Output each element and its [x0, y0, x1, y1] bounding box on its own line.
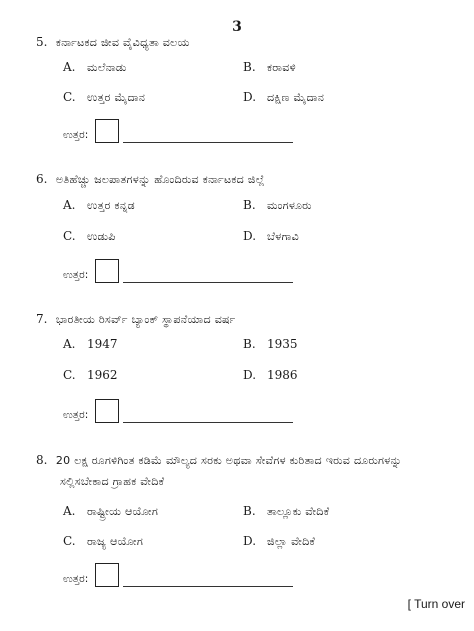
option-text: 1986 [267, 368, 298, 382]
option-letter: D. [243, 368, 257, 382]
option-letter: C. [63, 368, 76, 382]
option-text: ರಾಜ್ಯ ಆಯೋಗ [87, 535, 144, 548]
option-letter: B. [243, 337, 256, 351]
option-text: ಉತ್ತರ ಮೈದಾನ [87, 91, 146, 104]
option-letter: A. [63, 337, 76, 351]
option-text: ಉಡುಪಿ [87, 230, 116, 243]
answer-line[interactable] [123, 142, 293, 143]
option-d[interactable] [243, 228, 299, 245]
question-number: 7. [36, 312, 48, 326]
question-stem [36, 31, 434, 54]
option-text: ರಾಷ್ಟ್ರೀಯ ಆಯೋಗ [87, 505, 159, 518]
option-text: ಉತ್ತರ ಕನ್ನಡ [87, 199, 135, 212]
option-d[interactable] [243, 367, 298, 383]
option-b[interactable] [243, 503, 329, 520]
option-a[interactable] [63, 197, 135, 214]
option-letter: D. [243, 534, 257, 548]
option-b[interactable] [243, 197, 312, 214]
question-stem [36, 168, 434, 191]
option-letter: A. [63, 504, 76, 518]
option-d[interactable] [243, 533, 315, 550]
option-c[interactable] [63, 367, 118, 383]
option-letter: B. [243, 504, 256, 518]
option-text: ದಕ್ಷಿಣ ಮೈದಾನ [267, 91, 325, 104]
option-d[interactable] [243, 89, 324, 106]
answer-label: ಉತ್ತರ: [63, 409, 89, 421]
option-a[interactable] [63, 503, 158, 520]
option-a[interactable] [63, 59, 127, 76]
turn-over-note: [ Turn over [407, 597, 465, 611]
answer-box[interactable] [95, 259, 119, 283]
option-text: 1935 [267, 337, 298, 351]
answer-line[interactable] [123, 282, 293, 283]
question-number: 5. [36, 35, 48, 49]
answer-line[interactable] [123, 422, 293, 423]
option-letter: A. [63, 60, 76, 74]
option-text: ಬೆಳಗಾವಿ [267, 230, 300, 243]
option-letter: C. [63, 534, 76, 548]
option-b[interactable] [243, 59, 296, 76]
answer-label: ಉತ್ತರ: [63, 129, 89, 141]
question-stem [36, 308, 434, 331]
option-text: ಕರಾವಳಿ [267, 61, 296, 74]
question-stem [36, 449, 434, 472]
option-letter: B. [243, 198, 256, 212]
option-letter: A. [63, 198, 76, 212]
option-text: 1962 [87, 368, 118, 382]
option-text: 1947 [87, 337, 118, 351]
answer-box[interactable] [95, 399, 119, 423]
option-text: ಮಲೆನಾಡು [87, 61, 127, 74]
option-text: ತಾಲ್ಲೂಕು ವೇದಿಕೆ [267, 505, 330, 518]
option-text: ಜಿಲ್ಲಾ ವೇದಿಕೆ [267, 535, 316, 548]
answer-box[interactable] [95, 563, 119, 587]
option-letter: C. [63, 229, 76, 243]
option-letter: D. [243, 90, 257, 104]
option-c[interactable] [63, 89, 145, 106]
option-b[interactable] [243, 336, 298, 352]
question-number: 8. [36, 453, 48, 467]
question-text: ಅತಿಹೆಚ್ಚು ಜಲಪಾತಗಳನ್ನು ಹೊಂದಿರುವ ಕರ್ನಾಟಕದ ಜಿಲ್ಲೆ [55, 173, 265, 186]
option-a[interactable] [63, 336, 118, 352]
option-letter: D. [243, 229, 257, 243]
answer-line[interactable] [123, 586, 293, 587]
question-number: 6. [36, 172, 48, 186]
option-c[interactable] [63, 228, 116, 245]
page-number: 3 [232, 19, 242, 35]
question-text: ಕರ್ನಾಟಕದ ಜೀವ ವೈವಿಧ್ಯತಾ ವಲಯ [55, 36, 190, 49]
answer-label: ಉತ್ತರ: [63, 573, 89, 585]
option-letter: B. [243, 60, 256, 74]
option-text: ಮಂಗಳೂರು [267, 199, 312, 212]
question-text-continued: ಸಲ್ಲಿಸಬೇಕಾದ ಗ್ರಾಹಕ ವೇದಿಕೆ [60, 475, 165, 488]
option-c[interactable] [63, 533, 143, 550]
answer-label: ಉತ್ತರ: [63, 269, 89, 281]
question-text: 20 ಲಕ್ಷ ರೂಗಳಿಗಿಂತ ಕಡಿಮೆ ಮೌಲ್ಯದ ಸರಕು ಅಥವಾ ಸೇವೆಗಳ ಕುರಿತಾದ ಇರುವ ದೂರುಗಳನ್ನು [55, 454, 402, 467]
question-text: ಭಾರತೀಯ ರಿಸರ್ವ್ ಬ್ಯಾಂಕ್ ಸ್ಥಾಪನೆಯಾದ ವರ್ಷ [55, 313, 236, 326]
answer-box[interactable] [95, 119, 119, 143]
option-letter: C. [63, 90, 76, 104]
